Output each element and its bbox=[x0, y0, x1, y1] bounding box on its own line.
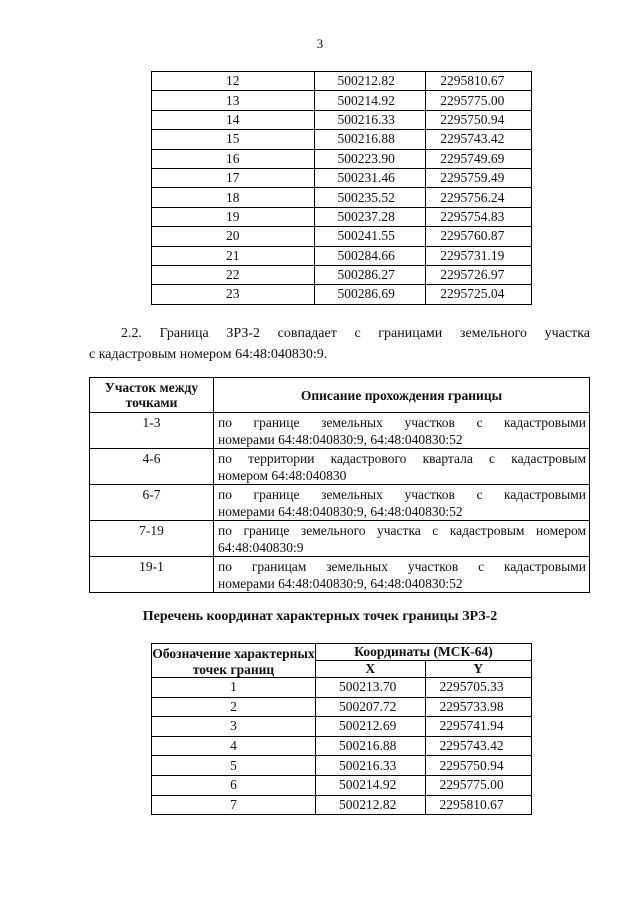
coord-y: 2295775.00 bbox=[425, 775, 532, 795]
segment: 1-3 bbox=[90, 413, 214, 449]
table-row bbox=[152, 795, 532, 815]
coord-y: 2295731.19 bbox=[426, 246, 532, 265]
point-number: 22 bbox=[152, 265, 315, 284]
border-description bbox=[214, 521, 590, 557]
coord-y: 2295705.33 bbox=[425, 678, 532, 698]
point-number: 21 bbox=[152, 246, 315, 265]
description-line: номерами 64:48:040830:9, 64:48:040830:52 bbox=[218, 432, 463, 447]
border-description-table bbox=[89, 377, 590, 593]
table-row bbox=[90, 485, 590, 521]
table-row bbox=[152, 110, 532, 129]
coord-y: 2295759.49 bbox=[426, 168, 532, 187]
description-line: по границе земельного участка с кадастровым номером bbox=[218, 523, 586, 538]
coord-x: 500213.70 bbox=[316, 678, 426, 698]
table-row bbox=[152, 736, 532, 756]
point-number: 14 bbox=[152, 110, 315, 129]
table-row bbox=[152, 227, 532, 246]
border-description bbox=[214, 413, 590, 449]
coord-y: 2295743.42 bbox=[425, 736, 532, 756]
coord-x: 500212.82 bbox=[314, 72, 426, 91]
page-number: 3 bbox=[316, 36, 324, 51]
table-row bbox=[152, 678, 532, 698]
coord-x: 500284.66 bbox=[314, 246, 426, 265]
coord-x: 500235.52 bbox=[314, 188, 426, 207]
header-points: Обозначение характерных точек границ bbox=[152, 644, 316, 678]
border-description bbox=[214, 557, 590, 593]
point-number: 5 bbox=[152, 756, 316, 776]
description-line: по границе земельных участков с кадастровыми bbox=[218, 415, 586, 430]
table-row bbox=[152, 72, 532, 91]
coord-y: 2295775.00 bbox=[426, 91, 532, 110]
coord-x: 500223.90 bbox=[314, 149, 426, 168]
table-row bbox=[152, 775, 532, 795]
coord-x: 500216.88 bbox=[314, 130, 426, 149]
table-row bbox=[152, 91, 532, 110]
coord-y: 2295726.97 bbox=[426, 265, 532, 284]
table-row bbox=[90, 521, 590, 557]
point-number: 15 bbox=[152, 130, 315, 149]
coord-x: 500216.33 bbox=[314, 110, 426, 129]
table-row bbox=[90, 449, 590, 485]
table-row bbox=[152, 265, 532, 284]
table-row bbox=[152, 149, 532, 168]
coordinates-table bbox=[151, 643, 532, 815]
coord-x: 500216.88 bbox=[316, 736, 426, 756]
coord-x: 500207.72 bbox=[316, 697, 426, 717]
table-row bbox=[152, 188, 532, 207]
point-number: 13 bbox=[152, 91, 315, 110]
segment: 19-1 bbox=[90, 557, 214, 593]
coord-x: 500214.92 bbox=[316, 775, 426, 795]
coord-y: 2295743.42 bbox=[426, 130, 532, 149]
table-row bbox=[152, 285, 532, 304]
coord-y: 2295750.94 bbox=[425, 756, 532, 776]
point-number: 20 bbox=[152, 227, 315, 246]
coord-y: 2295741.94 bbox=[425, 717, 532, 737]
table-row bbox=[152, 207, 532, 226]
segment: 4-6 bbox=[90, 449, 214, 485]
table-row bbox=[90, 557, 590, 593]
coordinates-list-title: Перечень координат характерных точек границы ЗРЗ-2 bbox=[142, 609, 498, 624]
header-coords: Координаты (МСК-64) bbox=[316, 644, 532, 661]
point-number: 17 bbox=[152, 168, 315, 187]
coord-y: 2295760.87 bbox=[426, 227, 532, 246]
coord-x: 500214.92 bbox=[314, 91, 426, 110]
paragraph-line: 2.2. Граница ЗРЗ-2 совпадает с границами земельного участка bbox=[121, 326, 590, 341]
coord-x: 500216.33 bbox=[316, 756, 426, 776]
point-number: 23 bbox=[152, 285, 315, 304]
point-number: 1 bbox=[152, 678, 316, 698]
point-number: 7 bbox=[152, 795, 316, 815]
point-number: 6 bbox=[152, 775, 316, 795]
header-description: Описание прохождения границы bbox=[214, 378, 590, 413]
table-row bbox=[152, 130, 532, 149]
coordinates-table-continued bbox=[151, 71, 532, 305]
segment: 7-19 bbox=[90, 521, 214, 557]
description-line: номерами 64:48:040830:9, 64:48:040830:52 bbox=[218, 504, 463, 519]
table-row bbox=[90, 413, 590, 449]
coord-x: 500212.69 bbox=[316, 717, 426, 737]
table-row bbox=[152, 717, 532, 737]
header-y: Y bbox=[425, 661, 532, 678]
description-line: 64:48:040830:9 bbox=[218, 540, 304, 555]
coord-x: 500231.46 bbox=[314, 168, 426, 187]
coord-y: 2295756.24 bbox=[426, 188, 532, 207]
section-paragraph bbox=[89, 323, 590, 365]
coord-y: 2295725.04 bbox=[426, 285, 532, 304]
point-number: 16 bbox=[152, 149, 315, 168]
description-line: по границам земельных участков с кадастровыми bbox=[218, 559, 586, 574]
coord-x: 500286.69 bbox=[314, 285, 426, 304]
description-line: номером 64:48:040830 bbox=[218, 468, 347, 483]
description-line: номерами 64:48:040830:9, 64:48:040830:52 bbox=[218, 576, 463, 591]
point-number: 12 bbox=[152, 72, 315, 91]
coord-y: 2295810.67 bbox=[426, 72, 532, 91]
point-number: 18 bbox=[152, 188, 315, 207]
coord-y: 2295733.98 bbox=[425, 697, 532, 717]
coord-x: 500212.82 bbox=[316, 795, 426, 815]
description-line: по территории кадастрового квартала с кадастровым bbox=[218, 451, 586, 466]
table-row bbox=[152, 168, 532, 187]
point-number: 2 bbox=[152, 697, 316, 717]
point-number: 4 bbox=[152, 736, 316, 756]
point-number: 19 bbox=[152, 207, 315, 226]
coord-y: 2295754.83 bbox=[426, 207, 532, 226]
header-x: X bbox=[316, 661, 426, 678]
coord-x: 500237.28 bbox=[314, 207, 426, 226]
border-description bbox=[214, 449, 590, 485]
table-row bbox=[152, 756, 532, 776]
table-row bbox=[152, 246, 532, 265]
coord-y: 2295810.67 bbox=[425, 795, 532, 815]
coord-y: 2295749.69 bbox=[426, 149, 532, 168]
header-segment: Участок между точками bbox=[90, 378, 214, 413]
border-description bbox=[214, 485, 590, 521]
coord-x: 500286.27 bbox=[314, 265, 426, 284]
point-number: 3 bbox=[152, 717, 316, 737]
description-line: по границе земельных участков с кадастровыми bbox=[218, 487, 586, 502]
paragraph-line: с кадастровым номером 64:48:040830:9. bbox=[89, 347, 328, 362]
segment: 6-7 bbox=[90, 485, 214, 521]
coord-y: 2295750.94 bbox=[426, 110, 532, 129]
coord-x: 500241.55 bbox=[314, 227, 426, 246]
table-row bbox=[152, 697, 532, 717]
